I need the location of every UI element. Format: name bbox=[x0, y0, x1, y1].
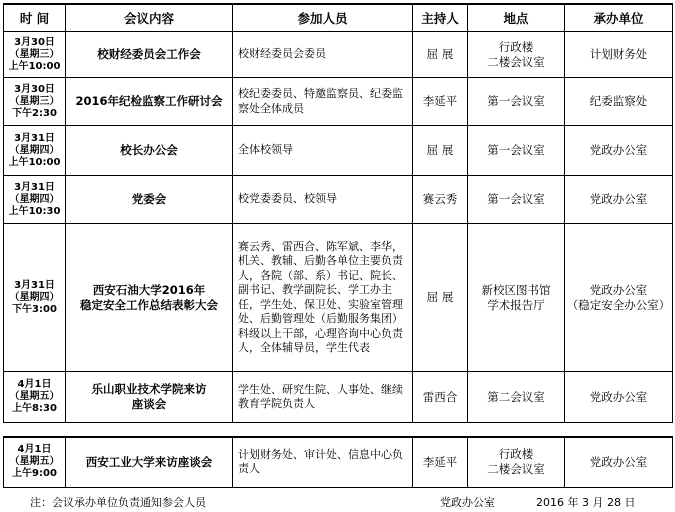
meeting-host: 屈 展 bbox=[413, 126, 468, 176]
meeting-host: 李延平 bbox=[413, 78, 468, 126]
meeting-content: 乐山职业技术学院来访 座谈会 bbox=[66, 372, 233, 423]
meeting-content: 西安工业大学来访座谈会 bbox=[66, 437, 233, 487]
meeting-date: 3月31日 bbox=[14, 279, 55, 291]
table-header-row bbox=[4, 4, 673, 32]
meeting-content: 党委会 bbox=[66, 176, 233, 224]
meeting-organizer: 党政办公室 （稳定安全办公室） bbox=[565, 224, 673, 372]
meeting-location: 第一会议室 bbox=[468, 78, 565, 126]
meeting-date: 3月31日 bbox=[14, 132, 55, 144]
time-cell bbox=[4, 372, 66, 423]
meeting-organizer: 纪委监察处 bbox=[565, 78, 673, 126]
meeting-organizer: 党政办公室 bbox=[565, 176, 673, 224]
meeting-location: 行政楼 二楼会议室 bbox=[468, 437, 565, 487]
table-row bbox=[4, 224, 673, 372]
meeting-time: 下午3:00 bbox=[12, 303, 57, 315]
meeting-location: 第一会议室 bbox=[468, 176, 565, 224]
extra-meeting-table bbox=[3, 436, 673, 488]
meeting-participants: 校党委委员、校领导 bbox=[233, 176, 413, 224]
meeting-participants: 赛云秀、雷西合、陈军斌、李华，机关、教辅、后勤各单位主要负责人，各院（部、系）书记、院长、副书记、教学副院长、学工办主任，学生处、保卫处、实验室管理处、后勤管理处（后勤服务集团）科级以上干部，心理咨询中心负责人，全体辅导员，学生代表 bbox=[233, 224, 413, 372]
meeting-time: 下午2:30 bbox=[12, 107, 57, 119]
meeting-location: 行政楼 二楼会议室 bbox=[468, 32, 565, 78]
meeting-time: 上午10:00 bbox=[8, 156, 61, 168]
meeting-host: 屈 展 bbox=[413, 32, 468, 78]
time-cell bbox=[4, 32, 66, 78]
meeting-host: 赛云秀 bbox=[413, 176, 468, 224]
meeting-location: 新校区图书馆 学术报告厅 bbox=[468, 224, 565, 372]
footer-note: 注：会议承办单位负责通知参会人员 bbox=[30, 496, 206, 509]
meeting-date: 4月1日 bbox=[17, 379, 52, 390]
meeting-organizer: 党政办公室 bbox=[565, 437, 673, 487]
meeting-time: 上午10:00 bbox=[8, 60, 61, 72]
meeting-date: 3月30日 bbox=[14, 36, 55, 48]
meeting-date: 3月30日 bbox=[14, 83, 55, 95]
table-row bbox=[4, 437, 673, 487]
header-time: 时 间 bbox=[4, 4, 66, 32]
table-row bbox=[4, 176, 673, 224]
meeting-weekday: （星期三） bbox=[9, 95, 60, 107]
meeting-host: 屈 展 bbox=[413, 224, 468, 372]
meeting-content: 2016年纪检监察工作研讨会 bbox=[66, 78, 233, 126]
meeting-date: 3月31日 bbox=[14, 181, 55, 193]
table-row bbox=[4, 32, 673, 78]
meeting-content: 西安石油大学2016年 稳定安全工作总结表彰大会 bbox=[66, 224, 233, 372]
time-cell bbox=[4, 78, 66, 126]
meeting-content: 校财经委员会工作会 bbox=[66, 32, 233, 78]
meeting-weekday: （星期四） bbox=[9, 291, 60, 303]
table-row bbox=[4, 372, 673, 423]
header-location: 地点 bbox=[468, 4, 565, 32]
meeting-schedule-table bbox=[3, 3, 673, 423]
time-cell bbox=[4, 224, 66, 372]
meeting-time: 上午8:30 bbox=[12, 403, 57, 414]
meeting-location: 第一会议室 bbox=[468, 126, 565, 176]
time-cell bbox=[4, 176, 66, 224]
header-content: 会议内容 bbox=[66, 4, 233, 32]
meeting-date: 4月1日 bbox=[17, 444, 52, 456]
footer-office: 党政办公室 bbox=[440, 496, 495, 509]
meeting-weekday: （星期四） bbox=[9, 144, 60, 156]
table-row bbox=[4, 78, 673, 126]
meeting-participants: 计划财务处、审计处、信息中心负责人 bbox=[233, 437, 413, 487]
meeting-host: 李延平 bbox=[413, 437, 468, 487]
meeting-organizer: 计划财务处 bbox=[565, 32, 673, 78]
footer-date: 2016 年 3 月 28 日 bbox=[536, 496, 636, 509]
meeting-location: 第二会议室 bbox=[468, 372, 565, 423]
meeting-participants: 全体校领导 bbox=[233, 126, 413, 176]
meeting-participants: 校财经委员会委员 bbox=[233, 32, 413, 78]
meeting-time: 上午9:00 bbox=[12, 468, 57, 480]
header-participants: 参加人员 bbox=[233, 4, 413, 32]
header-host: 主持人 bbox=[413, 4, 468, 32]
table-row bbox=[4, 126, 673, 176]
meeting-participants: 校纪委委员、特邀监察员、纪委监察处全体成员 bbox=[233, 78, 413, 126]
meeting-time: 上午10:30 bbox=[8, 205, 61, 217]
meeting-content: 校长办公会 bbox=[66, 126, 233, 176]
meeting-weekday: （星期四） bbox=[9, 193, 60, 205]
meeting-weekday: （星期五） bbox=[9, 456, 60, 468]
time-cell bbox=[4, 126, 66, 176]
time-cell bbox=[4, 437, 66, 487]
meeting-host: 雷西合 bbox=[413, 372, 468, 423]
meeting-participants: 学生处、研究生院、人事处、继续教育学院负责人 bbox=[233, 372, 413, 423]
header-organizer: 承办单位 bbox=[565, 4, 673, 32]
meeting-weekday: （星期三） bbox=[9, 48, 60, 60]
meeting-weekday: （星期五） bbox=[9, 391, 60, 402]
meeting-organizer: 党政办公室 bbox=[565, 126, 673, 176]
meeting-organizer: 党政办公室 bbox=[565, 372, 673, 423]
